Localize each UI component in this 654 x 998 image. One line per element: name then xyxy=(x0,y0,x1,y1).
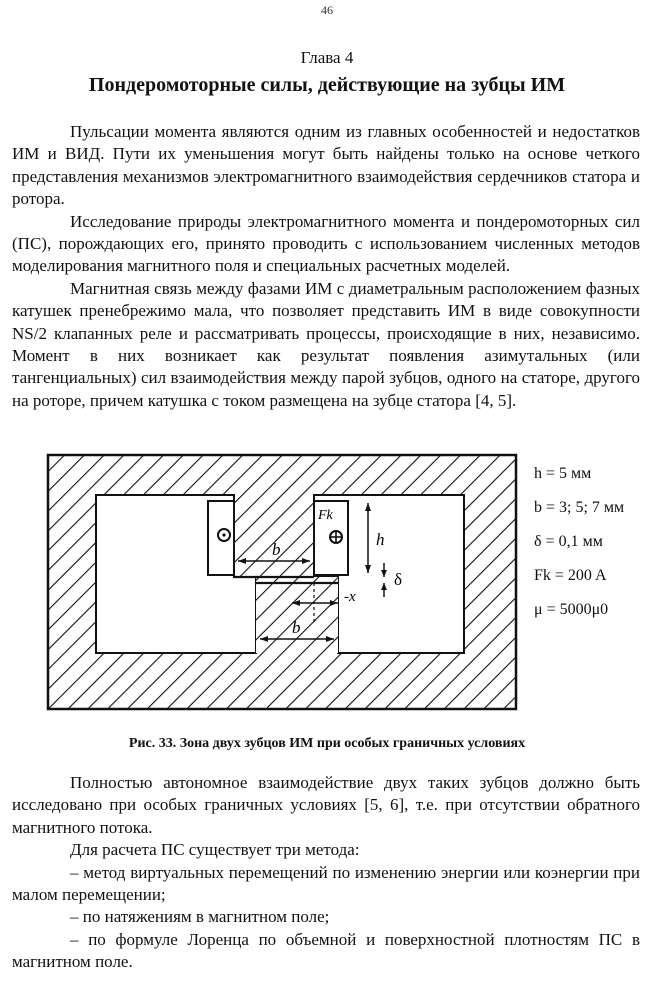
figure-caption: Рис. 33. Зона двух зубцов ИМ при особых граничных условиях xyxy=(128,736,526,751)
list-item-3: – по формуле Лоренца по объемной и поверхностной плотностям ПС в магнитном поле. xyxy=(12,929,640,972)
label-h: h xyxy=(376,530,385,549)
paragraph-1: Пульсации момента являются одним из главных особенностей и недостатков ИМ и ВИД. Пути их уменьшения могут быть найдены только на основе четкого представления механизмов электромагнитного взаимодействия сердечников статора и ротора. xyxy=(12,122,640,209)
label-b-top: b xyxy=(272,540,281,559)
paragraph-3: Магнитная связь между фазами ИМ с диаметральным расположением фазных катушек пренебрежимо мала, что позволяет представить ИМ в виде совокупности NS/2 клапанных реле и рассматривать процессы, происходящие в них, независимо. Момент в них возникает как результат появления азимутальных (или тангенциальных) сил взаимодействия между парой зубцов, одного на статоре, другого на роторе, причем катушка с током размещена на зубце статора [4, 5]. xyxy=(12,278,640,410)
body-text-top xyxy=(12,121,640,412)
body-text-bottom xyxy=(12,772,640,974)
param-h: h = 5 мм xyxy=(534,465,592,482)
figure-33 xyxy=(46,453,646,715)
param-fk: Fk = 200 A xyxy=(534,567,607,584)
list-item-2: – по натяжениям в магнитном поле; xyxy=(70,907,330,927)
paragraph-4: Полностью автономное взаимодействие двух таких зубцов должно быть исследовано при особых граничных условиях [5, 6], т.е. при отсутствии обратного магнитного потока. xyxy=(12,773,640,837)
param-delta: δ = 0,1 мм xyxy=(534,533,603,550)
label-b-bottom: b xyxy=(292,618,301,637)
paragraph-5: Для расчета ПС существует три метода: xyxy=(70,840,360,860)
label-minus-x: -x xyxy=(344,589,356,605)
list-item-1: – метод виртуальных перемещений по изменению энергии или коэнергии при малом перемещении; xyxy=(12,862,640,905)
chapter-heading: Глава 4 xyxy=(300,48,354,67)
param-b: b = 3; 5; 7 мм xyxy=(534,499,625,516)
page-number: 46 xyxy=(321,3,333,17)
chapter-title: Пондеромоторные силы, действующие на зубцы ИМ xyxy=(88,74,566,96)
paragraph-2: Исследование природы электромагнитного момента и пондеромоторных сил (ПС), порождающих его, принято проводить с использованием численных методов моделирования магнитного поля и специальных расчетных моделей. xyxy=(12,211,640,276)
label-fk: Fk xyxy=(318,508,333,523)
label-delta: δ xyxy=(394,570,403,589)
param-mu: μ = 5000μ0 xyxy=(534,601,609,618)
